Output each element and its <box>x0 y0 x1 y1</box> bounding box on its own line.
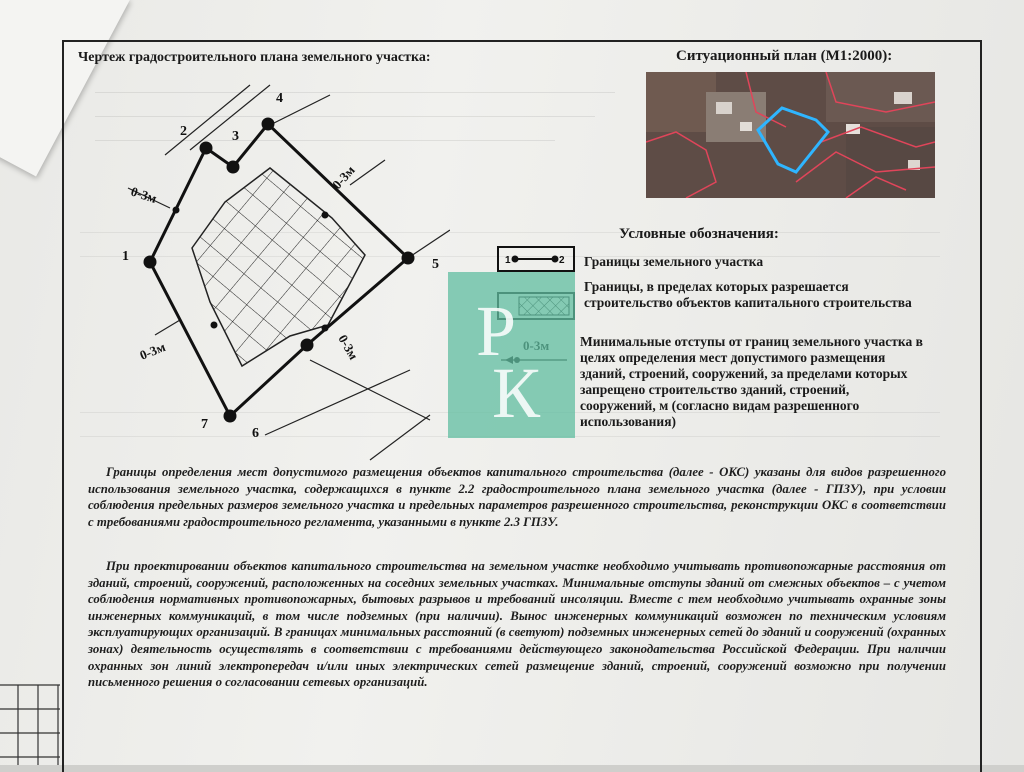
legend-title: Условные обозначения: <box>619 226 779 242</box>
legend-boundary-sample <box>499 248 573 270</box>
watermark-badge <box>448 272 575 438</box>
paragraph-2: При проектировании объектов капитального строительства на земельном участке необходимо учитывать противопожарные расстояния от зданий, строений, сооружений, расположенных на соседних земельных участках. Минимальные отступы зданий от смежных объектов – с учетом соблюдения нормативных противопожарных, бытовых разрывов и требований инсоляции. Вместе с тем необходимо учитывать охранные зоны инженерных коммуникаций, в том числе подземных (при наличии). Вынос инженерных коммуникаций возможен по техническим условиям эксплуатирующих организаций. В границах минимальных расстояний (в светуют) подземных инженерных сетей до зданий и сооружений (охранных зонах) деятельность осуществлять в соответствии с требованиями действующего законодательства Российской Федерации. При наличии охранных зон линий электропередач и/или иных электрических сетей размещение зданий, строений, сооружений возможно при получении письменного решения о согласовании сетевых организаций. <box>88 559 946 690</box>
offset-label-left: 0-3м <box>129 183 159 206</box>
vertex-4 <box>262 118 275 131</box>
offset-label-bottom-right: 0-3м <box>335 332 362 363</box>
legend-item-boundary: Границы земельного участка <box>584 254 764 269</box>
legend-point-1: 1 <box>505 255 511 266</box>
situation-plan-title: Ситуационный план (М1:2000): <box>676 48 893 64</box>
land-plot-drawing <box>70 70 450 470</box>
badge-letter-r: Р <box>476 291 517 371</box>
badge-letter-k: К <box>492 353 541 433</box>
legend-item-offset: Минимальные отступы от границ земельного участка в целях определения мест допустимого размещения зданий, строений, сооружений, за пределами которых запрещено строительство зданий, строений, сооружений, м (согласно видам разрешенного использования) <box>580 334 923 429</box>
drawing-title: Чертеж градостроительного плана земельного участка: <box>78 50 431 65</box>
vertex-label-6: 6 <box>252 426 259 441</box>
offset-label-bottom-left: 0-3м <box>137 339 168 363</box>
vertex-label-1: 1 <box>122 249 129 264</box>
situation-plan-map <box>646 72 935 198</box>
vertex-label-7: 7 <box>201 417 208 432</box>
offset-label-top: 0-3м <box>329 162 358 193</box>
vertex-6 <box>301 339 314 352</box>
vertex-5 <box>402 252 415 265</box>
situation-plan-image <box>646 72 935 198</box>
paragraph-1: Границы определения мест допустимого размещения объектов капитального строительства (далее - ОКС) указаны для видов разрешенного использования земельного участка, содержащихся в пункте 2.2 градостроительного плана земельного участка (далее - ГПЗУ), при условии соблюдения предельных размеров земельного участка и предельных параметров разрешенного строительства, реконструкции ОКС в соответствии с требованиями градостроительного регламента, указанными в пункте 2.3 ГПЗУ. <box>88 465 946 529</box>
legend-item-construction-area: Границы, в пределах которых разрешается строительство объектов капитального строительства <box>584 279 912 310</box>
stamp-grid <box>0 683 60 765</box>
vertex-2 <box>200 142 213 155</box>
vertex-label-5: 5 <box>432 257 439 272</box>
legend-point-2: 2 <box>559 255 565 266</box>
vertex-label-2: 2 <box>180 124 187 139</box>
vertex-label-4: 4 <box>276 91 283 106</box>
vertex-1 <box>144 256 157 269</box>
vertex-3 <box>227 161 240 174</box>
vertex-7 <box>224 410 237 423</box>
legend-boundary-symbol <box>497 246 575 272</box>
vertex-label-3: 3 <box>232 129 239 144</box>
